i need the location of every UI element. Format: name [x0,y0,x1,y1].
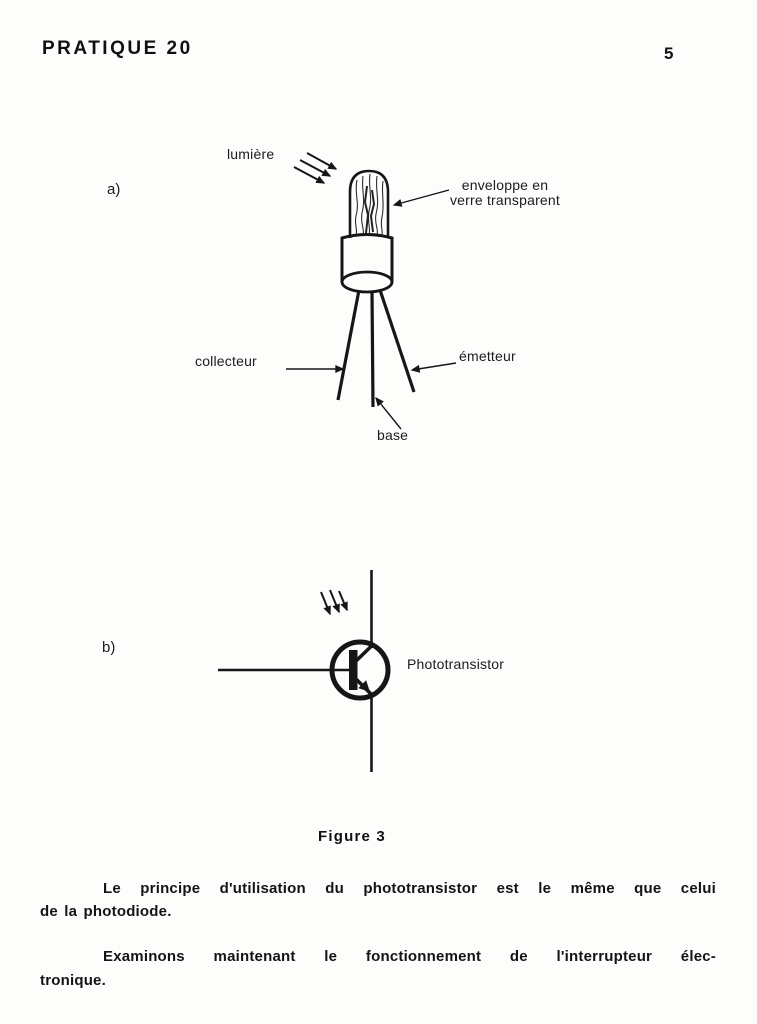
emitter-leader-arrow [412,363,456,370]
figure-caption: Figure 3 [318,828,386,845]
paragraph-2-line-2: tronique. [40,972,106,989]
emitter-label: émetteur [459,348,516,364]
emitter-arrowhead [358,680,370,692]
collector-label: collecteur [195,353,257,369]
paragraph-1-line-2: de la photodiode. [40,903,172,920]
light-rays-a-icon [294,153,336,183]
phototransistor-label: Phototransistor [407,656,505,672]
paragraph-2 [40,945,716,993]
base-label: base [377,427,409,443]
page-number: 5 [664,44,674,63]
light-label: lumière [227,146,275,162]
envelope-label-line1: enveloppe en [461,177,549,193]
figure-part-a-label: a) [107,181,121,198]
envelope-label-line2: verre transparent [449,192,560,208]
envelope-label [440,178,570,208]
light-rays-b-icon [321,590,347,614]
figure-part-b-label: b) [102,639,116,656]
paragraph-1 [40,877,716,923]
leader-arrows-a [286,190,456,429]
paragraph-1-line-1: Le principe d'utilisation du phototransistor est le même que celui [103,880,716,897]
phototransistor-component-drawing [338,171,414,407]
page-title: PRATIQUE 20 [42,38,193,59]
base-leader-arrow [376,398,401,429]
paragraph-2-line-1: Examinons maintenant le fonctionnement de l'interrupteur élec- [103,948,716,965]
phototransistor-symbol [218,570,388,772]
